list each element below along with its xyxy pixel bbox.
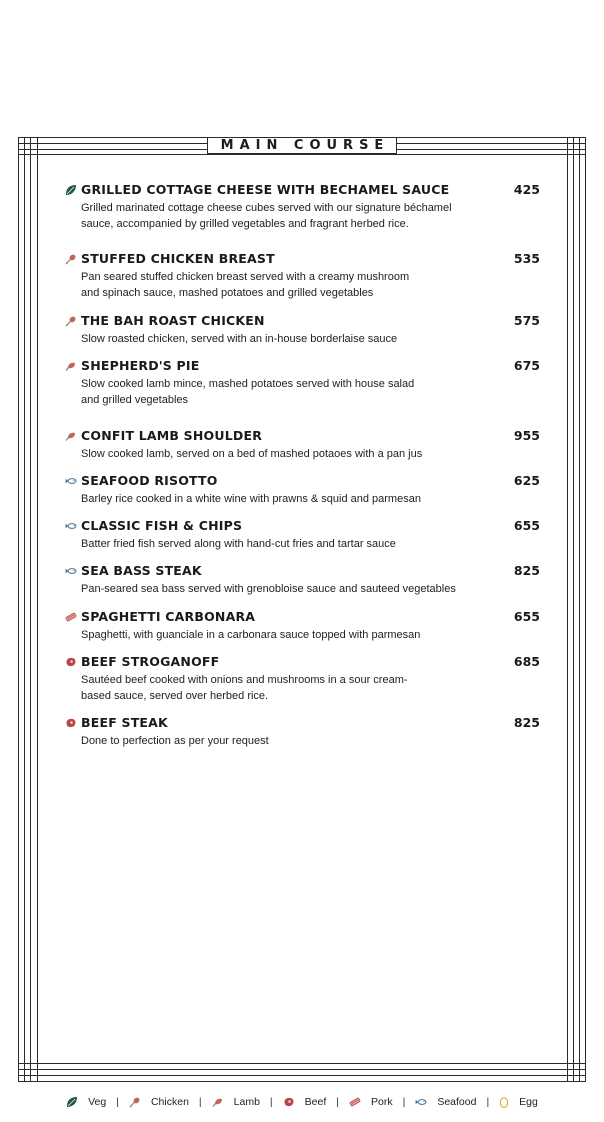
veg-icon xyxy=(64,183,78,197)
beef-icon xyxy=(64,716,78,730)
dish-description xyxy=(81,200,501,232)
menu-item xyxy=(64,357,540,408)
legend-separator: | xyxy=(116,1096,119,1108)
dish-description-line: Sautéed beef cooked with onions and mushrooms in a sour cream- xyxy=(81,674,408,686)
dish-price: 675 xyxy=(513,358,540,373)
dish-description xyxy=(81,536,501,552)
frame-line xyxy=(18,137,19,1082)
dish-name: SPAGHETTI CARBONARA xyxy=(81,609,256,624)
dish-description-line: based sauce, served over herbed rice. xyxy=(81,690,269,702)
seafood-icon xyxy=(64,474,78,488)
dish-description xyxy=(81,581,501,597)
frame-line xyxy=(30,137,31,1082)
dish-price: 575 xyxy=(513,313,540,328)
legend-label: Pork xyxy=(370,1096,393,1108)
menu-item xyxy=(64,653,540,704)
dish-description-line: Grilled marinated cottage cheese cubes served with our signature béchamel xyxy=(81,202,452,214)
dish-description-line: Slow roasted chicken, served with an in-house borderlaise sauce xyxy=(81,333,398,345)
dish-price: 955 xyxy=(513,428,540,443)
dish-description xyxy=(81,376,501,408)
frame-line xyxy=(567,137,568,1082)
dish-description xyxy=(81,446,501,462)
frame-line xyxy=(573,137,574,1082)
seafood-icon xyxy=(64,564,78,578)
legend-item xyxy=(499,1096,538,1108)
pork-icon xyxy=(349,1096,366,1108)
chicken-icon xyxy=(64,252,78,266)
dish-description xyxy=(81,269,501,301)
legend-separator: | xyxy=(269,1096,273,1108)
menu-item-header xyxy=(64,714,540,731)
legend-label: Lamb xyxy=(233,1096,260,1108)
dish-price: 535 xyxy=(513,251,540,266)
dish-price: 655 xyxy=(513,518,540,533)
legend-item xyxy=(415,1096,476,1108)
dish-description xyxy=(81,331,501,347)
legend-separator: | xyxy=(486,1096,490,1108)
lamb-icon xyxy=(64,359,78,373)
dish-name: SEAFOOD RISOTTO xyxy=(81,473,218,488)
dish-description-line: and spinach sauce, mashed potatoes and grilled vegetables xyxy=(81,287,374,299)
dish-name: GRILLED COTTAGE CHEESE WITH BECHAMEL SAUCE xyxy=(81,182,450,197)
menu-item-header xyxy=(64,653,540,670)
dish-price: 825 xyxy=(513,563,540,578)
dish-description-line: Pan seared stuffed chicken breast served with a creamy mushroom xyxy=(81,271,410,283)
chicken-icon xyxy=(64,314,78,328)
section-title: MAIN COURSE xyxy=(207,137,397,154)
menu-item-header xyxy=(64,517,540,534)
lamb-icon xyxy=(64,429,78,443)
dish-name: STUFFED CHICKEN BREAST xyxy=(81,251,275,266)
dish-name: CLASSIC FISH & CHIPS xyxy=(81,518,243,533)
dish-name: THE BAH ROAST CHICKEN xyxy=(81,313,265,328)
frame-line xyxy=(18,1069,586,1070)
dish-description-line: Batter fried fish served along with hand-cut fries and tartar sauce xyxy=(81,538,396,550)
menu-item-header xyxy=(64,608,540,625)
menu-item xyxy=(64,250,540,301)
dish-price: 425 xyxy=(513,182,540,197)
menu-item xyxy=(64,562,540,597)
legend-item xyxy=(66,1096,106,1108)
seafood-icon xyxy=(415,1096,432,1108)
dish-name: SEA BASS STEAK xyxy=(81,563,202,578)
dish-description-line: Slow cooked lamb, served on a bed of mashed potaoes with a pan jus xyxy=(81,448,423,460)
menu-item-header xyxy=(64,427,540,444)
seafood-icon xyxy=(64,519,78,533)
frame-line xyxy=(18,154,586,155)
beef-icon xyxy=(64,655,78,669)
dish-description xyxy=(81,491,501,507)
legend-separator: | xyxy=(336,1096,339,1108)
legend-label: Chicken xyxy=(150,1096,189,1108)
dish-price: 625 xyxy=(513,473,540,488)
dish-description-line: Done to perfection as per your request xyxy=(81,735,269,747)
frame-line xyxy=(585,137,586,1082)
menu-item xyxy=(64,312,540,347)
legend-label: Egg xyxy=(519,1096,538,1108)
menu-item xyxy=(64,427,540,462)
dish-description-line: and grilled vegetables xyxy=(81,394,189,406)
legend-item xyxy=(349,1096,393,1108)
legend-label: Veg xyxy=(88,1096,107,1108)
menu-item-header xyxy=(64,472,540,489)
dish-description-line: Slow cooked lamb mince, mashed potatoes served with house salad xyxy=(81,378,415,390)
beef-icon xyxy=(283,1096,300,1108)
menu-item-header xyxy=(64,250,540,267)
dish-name: SHEPHERD'S PIE xyxy=(81,358,200,373)
dish-description xyxy=(81,733,501,749)
dish-description-line: sauce, accompanied by grilled vegetables and fragrant herbed rice. xyxy=(81,218,409,230)
legend-label: Beef xyxy=(304,1096,327,1108)
dish-name: BEEF STROGANOFF xyxy=(81,654,220,669)
dish-description-line: Pan-seared sea bass served with grenobloise sauce and sauteed vegetables xyxy=(81,583,456,595)
dish-price: 825 xyxy=(513,715,540,730)
menu-item-header xyxy=(64,562,540,579)
dish-price: 685 xyxy=(513,654,540,669)
frame-line xyxy=(37,137,38,1082)
menu-item xyxy=(64,181,540,232)
legend-label: Seafood xyxy=(437,1096,477,1108)
menu-item-header xyxy=(64,181,540,198)
dish-description xyxy=(81,672,501,704)
dish-description xyxy=(81,627,501,643)
dish-name: CONFIT LAMB SHOULDER xyxy=(81,428,263,443)
egg-icon xyxy=(499,1096,514,1108)
dish-description-line: Barley rice cooked in a white wine with prawns & squid and parmesan xyxy=(81,493,421,505)
frame-line xyxy=(579,137,580,1082)
pork-icon xyxy=(64,610,78,624)
legend-separator: | xyxy=(198,1096,202,1108)
frame-line xyxy=(18,1075,586,1076)
legend-item xyxy=(212,1096,260,1108)
legend-item xyxy=(283,1096,327,1108)
menu-item xyxy=(64,608,540,643)
dish-price: 655 xyxy=(513,609,540,624)
diet-legend xyxy=(0,1094,604,1110)
menu-item-header xyxy=(64,357,540,374)
menu-item xyxy=(64,472,540,507)
frame-line xyxy=(24,137,25,1082)
veg-icon xyxy=(66,1096,83,1108)
lamb-icon xyxy=(212,1096,229,1108)
legend-separator: | xyxy=(402,1096,406,1108)
dish-name: BEEF STEAK xyxy=(81,715,168,730)
chicken-icon xyxy=(129,1096,146,1108)
menu-item xyxy=(64,517,540,552)
legend-item xyxy=(129,1096,189,1108)
frame-line xyxy=(18,1081,586,1082)
dish-description-line: Spaghetti, with guanciale in a carbonara sauce topped with parmesan xyxy=(81,629,421,641)
menu-item-header xyxy=(64,312,540,329)
frame-line xyxy=(18,1063,586,1064)
menu-item xyxy=(64,714,540,749)
